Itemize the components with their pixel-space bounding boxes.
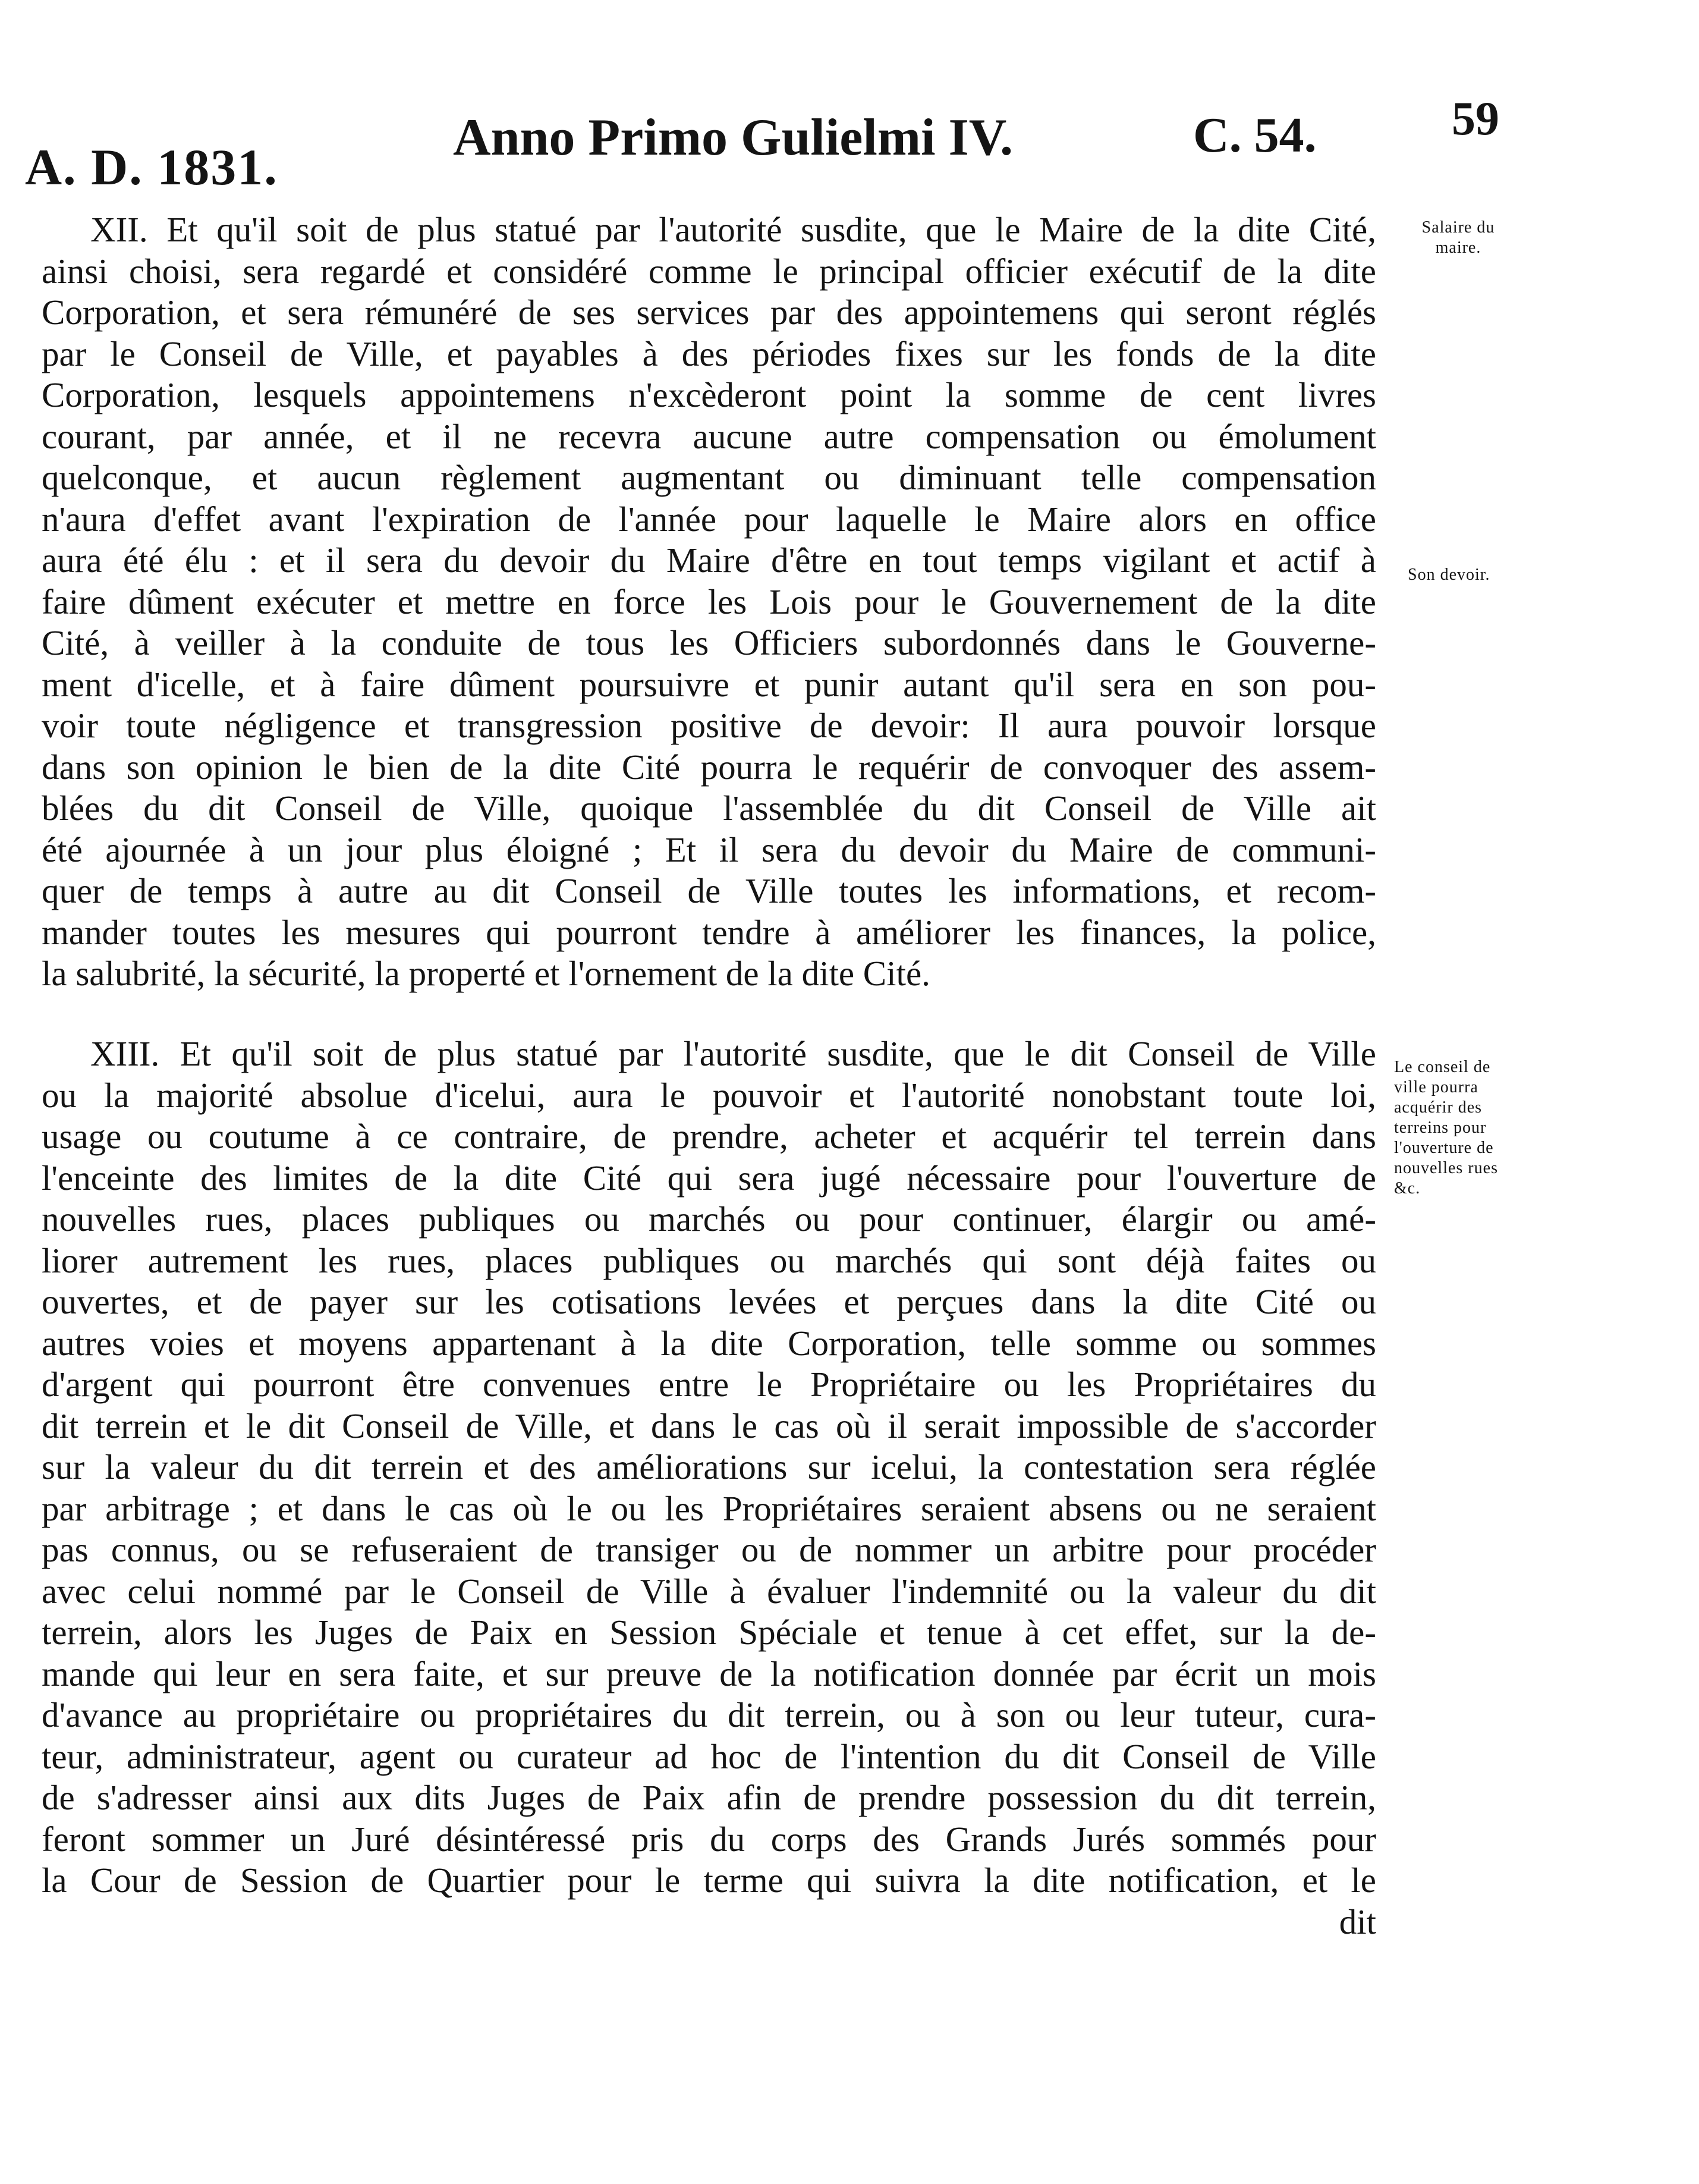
text-line: autres voies et moyens appartenant à la dite Corporation, telle somme ou sommes: [42, 1323, 1376, 1363]
text-line: par le Conseil de Ville, et payables à des périodes fixes sur les fonds de la dite: [42, 334, 1376, 373]
text-line: blées du dit Conseil de Ville, quoique l'assemblée du dit Conseil de Ville ait: [42, 788, 1376, 828]
text-line: de s'adresser ainsi aux dits Juges de Paix afin de prendre possession du dit terrein,: [42, 1778, 1376, 1817]
margin-note-line: Son devoir.: [1408, 565, 1490, 584]
text-line: été ajournée à un jour plus éloigné ; Et il sera du devoir du Maire de communi-: [42, 829, 1376, 869]
margin-note-conseil: [1394, 1057, 1572, 1199]
text-line: XIII. Et qu'il soit de plus statué par l'autorité susdite, que le dit Conseil de Ville: [90, 1034, 1376, 1073]
margin-note-line: Salaire du: [1421, 218, 1495, 237]
section-xiii: [42, 1033, 1376, 1943]
text-line: n'aura d'effet avant l'expiration de l'année pour laquelle le Maire alors en office: [42, 499, 1376, 539]
text-line: nouvelles rues, places publiques ou marchés ou pour continuer, élargir ou amé-: [42, 1199, 1376, 1239]
header-title: Anno Primo Gulielmi IV.: [453, 109, 1014, 166]
text-line: pas connus, ou se refuseraient de transiger ou de nommer un arbitre pour procéder: [42, 1530, 1376, 1569]
header-year: A. D. 1831.: [25, 139, 278, 196]
margin-note-line: Le conseil de: [1394, 1058, 1491, 1076]
text-line: courant, par année, et il ne recevra aucune autre compensation ou émolument: [42, 416, 1376, 456]
text-line: quelconque, et aucun règlement augmentant ou diminuant telle compensation: [42, 458, 1376, 497]
text-line: Cité, à veiller à la conduite de tous les Officiers subordonnés dans le Gouverne-: [42, 623, 1376, 662]
text-line: avec celui nommé par le Conseil de Ville à évaluer l'indemnité ou la valeur du dit: [42, 1571, 1376, 1611]
text-line: XII. Et qu'il soit de plus statué par l'autorité susdite, que le Maire de la dite Cité,: [90, 210, 1376, 249]
catchword: dit: [1339, 1902, 1376, 1941]
text-line: quer de temps à autre au dit Conseil de Ville toutes les informations, et recom-: [42, 871, 1376, 910]
text-line: mande qui leur en sera faite, et sur preuve de la notification donnée par écrit un mois: [42, 1654, 1376, 1693]
margin-note-line: maire.: [1435, 238, 1481, 257]
margin-note-line: ville pourra: [1394, 1078, 1478, 1096]
text-line: voir toute négligence et transgression positive de devoir: Il aura pouvoir lorsque: [42, 706, 1376, 745]
margin-note-salaire: [1390, 218, 1527, 258]
text-line: l'enceinte des limites de la dite Cité qui sera jugé nécessaire pour l'ouverture de: [42, 1158, 1376, 1198]
text-line: dit terrein et le dit Conseil de Ville, et dans le cas où il serait impossible de s'accorder: [42, 1406, 1376, 1445]
text-line: d'avance au propriétaire ou propriétaires du dit terrein, ou à son ou leur tuteur, cura-: [42, 1695, 1376, 1734]
text-line: ou la majorité absolue d'icelui, aura le pouvoir et l'autorité nonobstant toute loi,: [42, 1075, 1376, 1115]
text-line: Corporation, et sera rémunéré de ses services par des appointemens qui seront réglés: [42, 293, 1376, 332]
margin-note-line: &c.: [1394, 1179, 1421, 1198]
text-line: Corporation, lesquels appointemens n'excèderont point la somme de cent livres: [42, 375, 1376, 414]
page-header: [25, 95, 1529, 196]
margin-note-line: acquérir des: [1394, 1098, 1483, 1117]
text-line: aura été élu : et il sera du devoir du Maire d'être en tout temps vigilant et actif à: [42, 540, 1376, 580]
margin-note-line: nouvelles rues: [1394, 1159, 1498, 1177]
text-line: sur la valeur du dit terrein et des améliorations sur icelui, la contestation sera réglée: [42, 1447, 1376, 1487]
text-line: par arbitrage ; et dans le cas où le ou les Propriétaires seraient absens ou ne seraient: [42, 1488, 1376, 1528]
text-line: faire dûment exécuter et mettre en force les Lois pour le Gouvernement de la dite: [42, 582, 1376, 621]
text-line: la Cour de Session de Quartier pour le terme qui suivra la dite notification, et le: [42, 1861, 1376, 1900]
text-line: ouvertes, et de payer sur les cotisations levées et perçues dans la dite Cité ou: [42, 1282, 1376, 1321]
text-line: la salubrité, la sécurité, la properté et l'ornement de la dite Cité.: [42, 954, 930, 993]
page-number: 59: [1452, 93, 1499, 145]
margin-note-devoir: [1408, 565, 1586, 585]
text-line: mander toutes les mesures qui pourront tendre à améliorer les finances, la police,: [42, 912, 1376, 952]
text-line: teur, administrateur, agent ou curateur ad hoc de l'intention du dit Conseil de Ville: [42, 1736, 1376, 1776]
section-xii: [42, 209, 1376, 995]
margin-note-line: terreins pour: [1394, 1118, 1487, 1137]
text-line: feront sommer un Juré désintéressé pris du corps des Grands Jurés sommés pour: [42, 1819, 1376, 1859]
margin-note-line: l'ouverture de: [1394, 1139, 1494, 1157]
text-line: d'argent qui pourront être convenues entre le Propriétaire ou les Propriétaires du: [42, 1365, 1376, 1404]
text-line: terrein, alors les Juges de Paix en Session Spéciale et tenue à cet effet, sur la de-: [42, 1613, 1376, 1652]
text-line: ment d'icelle, et à faire dûment poursuivre et punir autant qu'il sera en son pou-: [42, 664, 1376, 704]
text-line: ainsi choisi, sera regardé et considéré comme le principal officier exécutif de la dite: [42, 251, 1376, 291]
header-chapter: C. 54.: [1193, 108, 1317, 163]
text-line: dans son opinion le bien de la dite Cité pourra le requérir de convoquer des assem-: [42, 747, 1376, 787]
text-line: usage ou coutume à ce contraire, de prendre, acheter et acquérir tel terrein dans: [42, 1117, 1376, 1156]
text-line: liorer autrement les rues, places publiques ou marchés qui sont déjà faites ou: [42, 1240, 1376, 1280]
